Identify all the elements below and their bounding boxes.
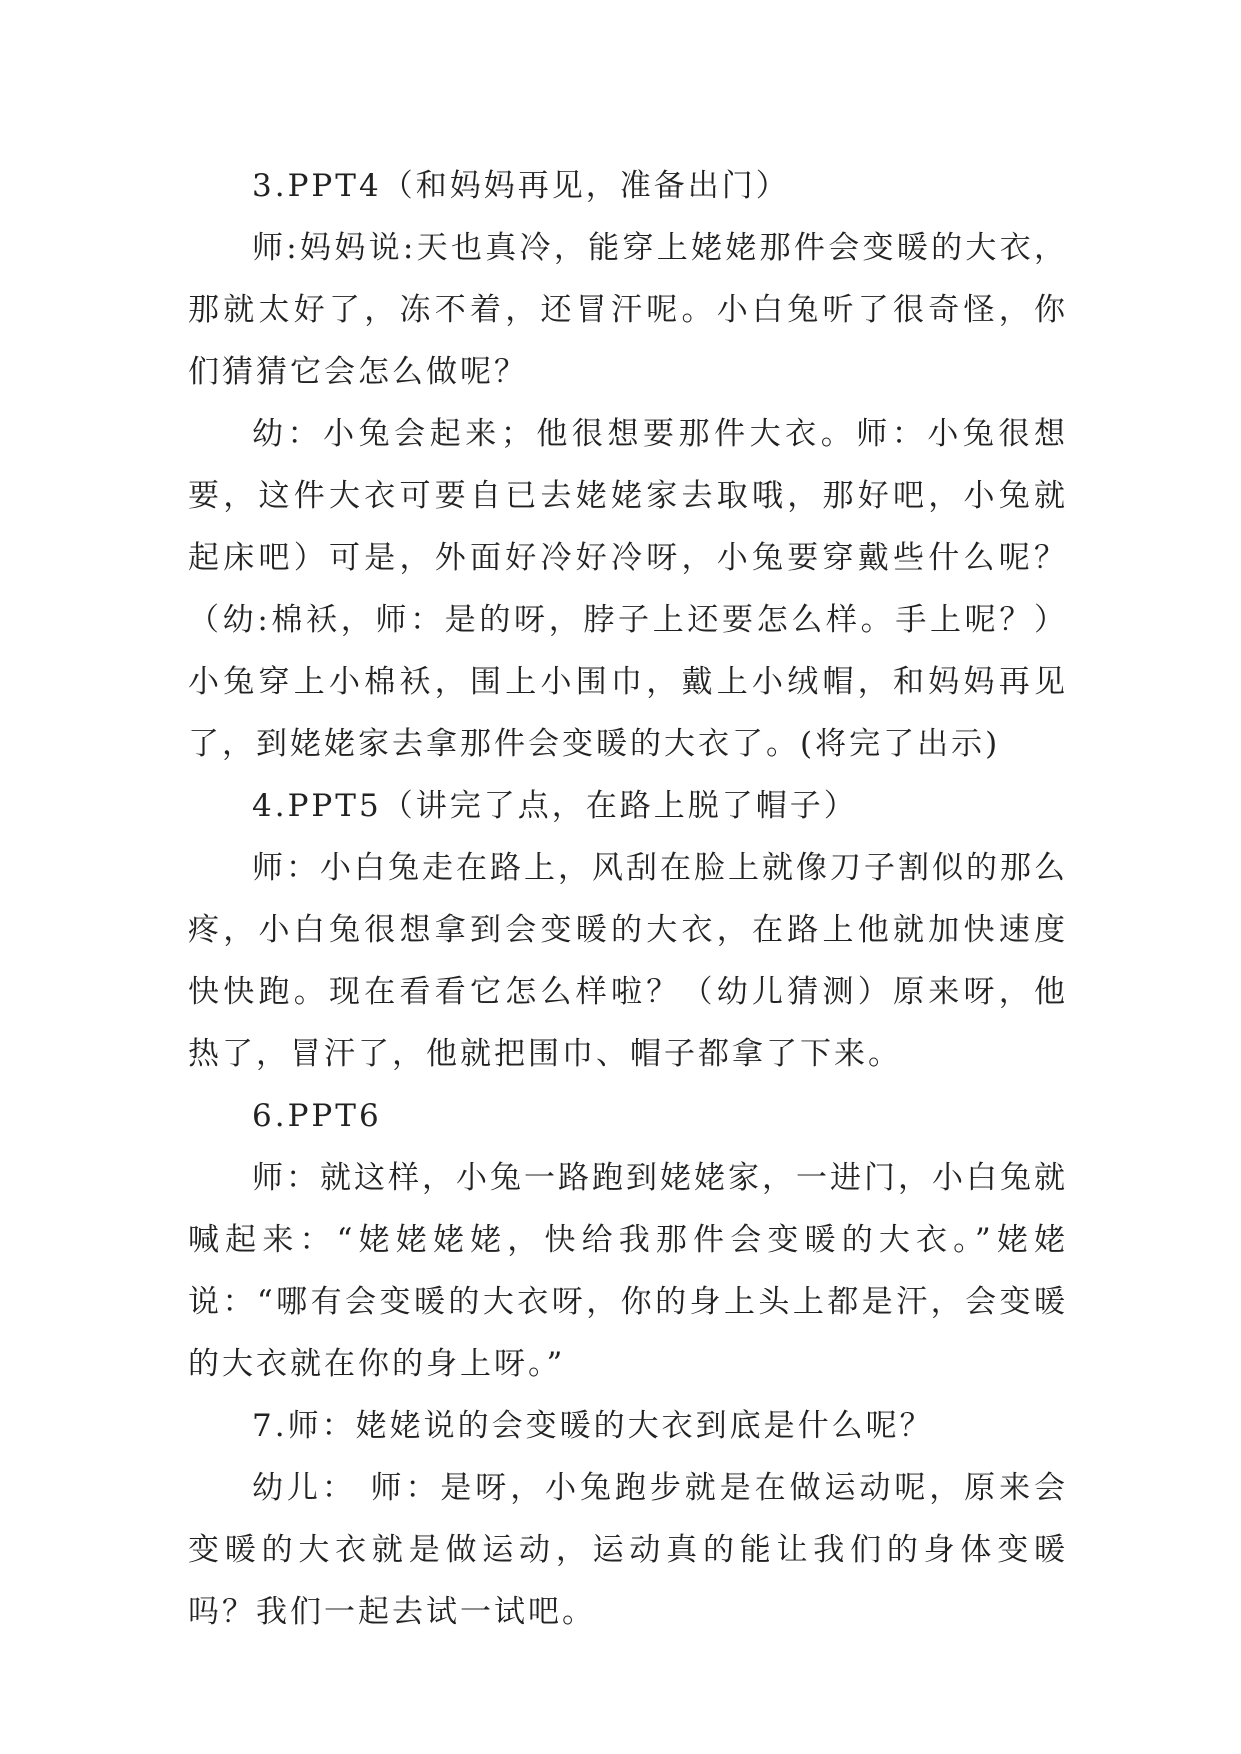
paragraph-conclusion: 幼儿： 师：是呀，小兔跑步就是在做运动呢，原来会变暖的大衣就是做运动，运动真的能让我们的身体变暖吗？我们一起去试一试吧。 [188, 1470, 1068, 1630]
paragraph-question: 7.师：姥姥说的会变暖的大衣到底是什么呢？ [252, 1408, 934, 1444]
paragraph-grandma-house: 师：就这样，小兔一路跑到姥姥家，一进门，小白兔就喊起来：“姥姥姥姥，快给我那件会变暖的大衣。”姥姥说：“哪有会变暖的大衣呀，你的身上头上都是汗，会变暖的大衣就在你的身上呀。” [188, 1160, 1068, 1382]
paragraph-ppt4-heading: 3.PPT4（和妈妈再见，准备出门） [252, 168, 790, 204]
paragraph-rabbit-gets-dressed: 幼：小兔会起来；他很想要那件大衣。师：小兔很想要，这件大衣可要自已去姥姥家去取哦，那好吧，小兔就起床吧）可是，外面好冷好冷呀，小兔要穿戴些什么呢？（幼:棉袄，师：是的呀，脖子上还要怎么样。手上呢？）小兔穿上小棉袄，围上小围巾，戴上小绒帽，和妈妈再见了，到姥姥家去拿那件会变暖的大衣了。(将完了出示) [188, 416, 1068, 762]
paragraph-ppt6-heading: 6.PPT6 [252, 1098, 382, 1134]
paragraph-ppt5-heading: 4.PPT5（讲完了点，在路上脱了帽子） [252, 788, 858, 824]
paragraph-rabbit-runs: 师：小白兔走在路上，风刮在脸上就像刀子割似的那么疼，小白兔很想拿到会变暖的大衣，在路上他就加快速度快快跑。现在看看它怎么样啦？（幼儿猜测）原来呀，他热了，冒汗了，他就把围巾、帽子都拿了下来。 [188, 850, 1068, 1072]
document-body [188, 155, 1068, 1643]
paragraph-mother-says: 师:妈妈说:天也真冷，能穿上姥姥那件会变暖的大衣，那就太好了，冻不着，还冒汗呢。小白兔听了很奇怪，你们猜猜它会怎么做呢？ [188, 230, 1068, 390]
